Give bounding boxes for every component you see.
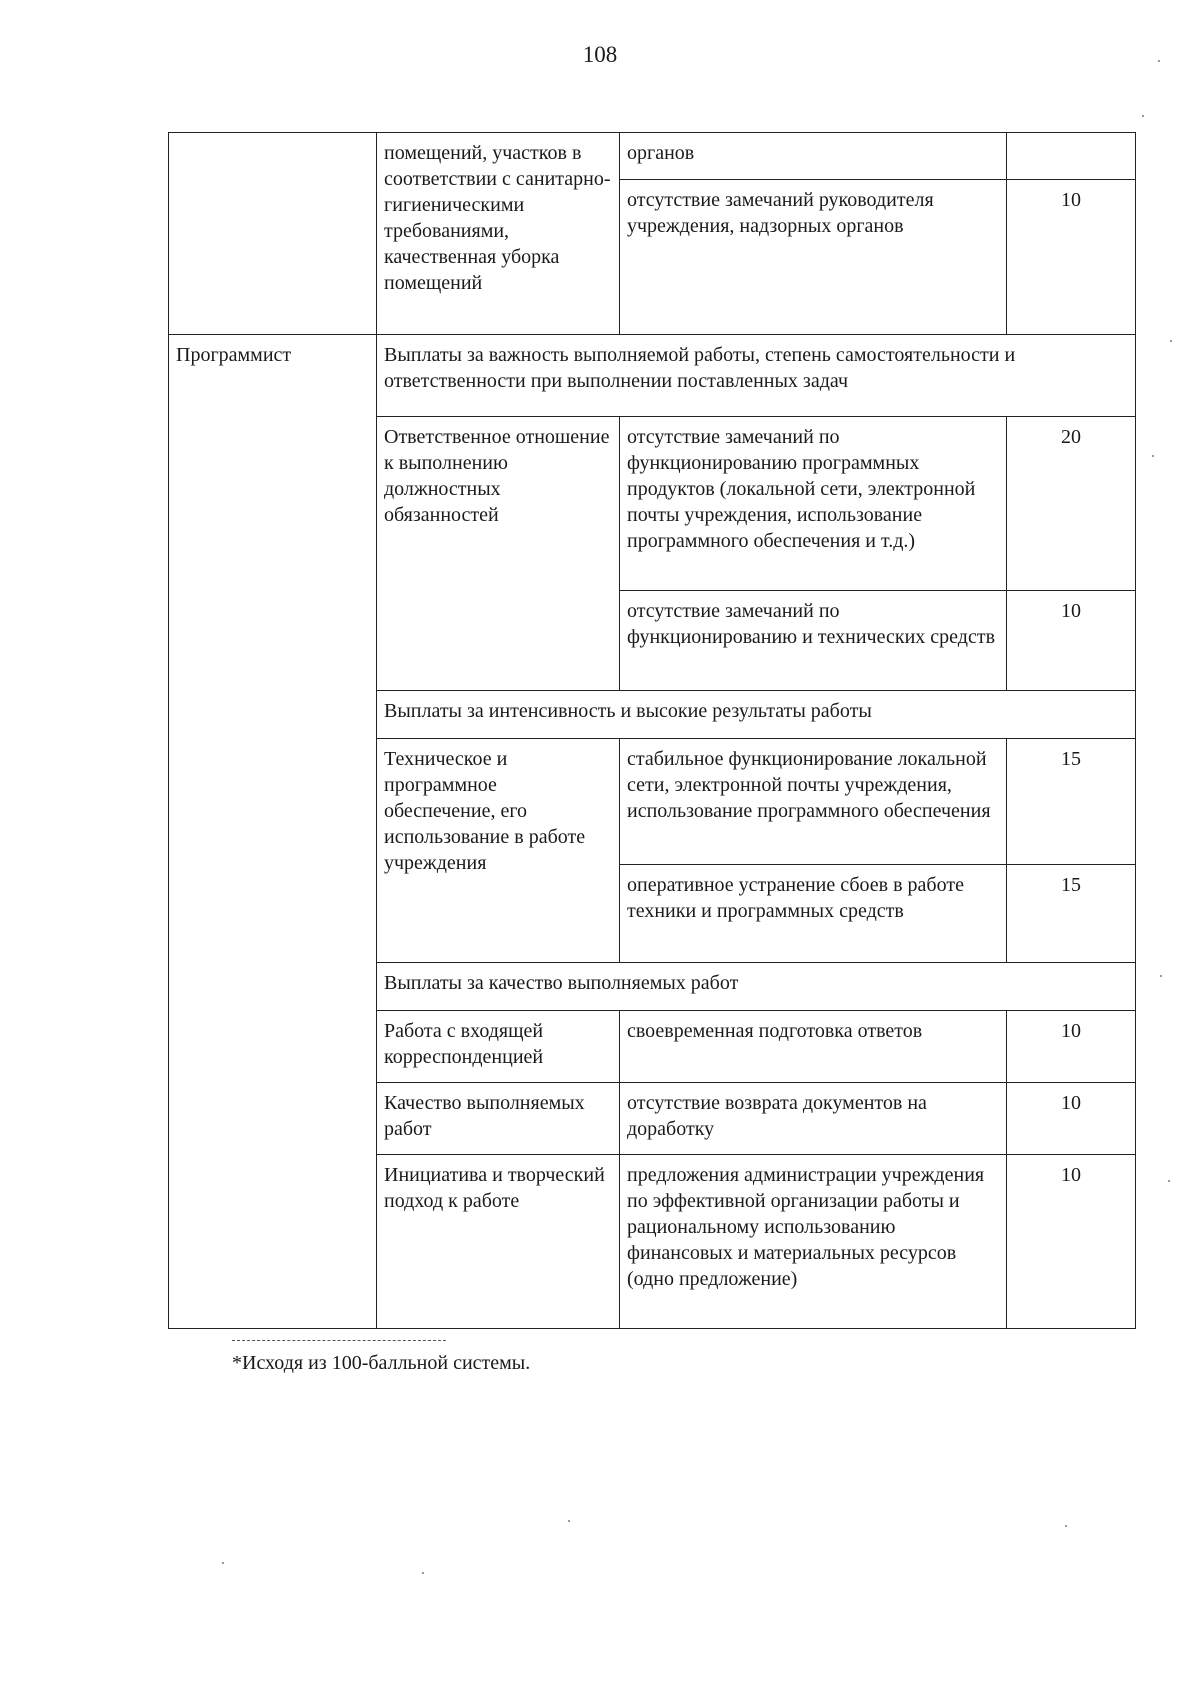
criterion-cell: помещений, участков в соответствии с санитарно-гигиеническими требованиями, качественная уборка помещений [377,133,620,335]
table-row [169,133,1136,180]
points-cell: 15 [1007,865,1136,963]
criterion-cell: Работа с входящей корреспонденцией [377,1011,620,1083]
page-number: 108 [582,42,618,67]
scan-speck [422,1572,424,1574]
points-cell: 20 [1007,417,1136,591]
condition-cell: отсутствие возврата документов на доработку [620,1083,1007,1155]
points-cell: 10 [1007,591,1136,691]
condition-cell: своевременная подготовка ответов [620,1011,1007,1083]
criterion-cell: Качество выполняемых работ [377,1083,620,1155]
condition-cell: стабильное функционирование локальной сети, электронной почты учреждения, использование программного обеспечения [620,739,1007,865]
scan-speck [1152,455,1154,457]
footnote-separator [232,1340,446,1341]
condition-cell: отсутствие замечаний по функционированию и технических средств [620,591,1007,691]
section-heading: Выплаты за качество выполняемых работ [377,963,1136,1011]
scan-speck [1158,60,1160,62]
condition-cell: отсутствие замечаний руководителя учреждения, надзорных органов [620,180,1007,335]
points-cell: 10 [1007,180,1136,335]
condition-cell: органов [620,133,1007,180]
footnote: *Исходя из 100-балльной системы. [232,1352,531,1374]
points-cell: 10 [1007,1011,1136,1083]
points-cell: 15 [1007,739,1136,865]
criteria-table [168,132,1136,1329]
scan-speck [1170,340,1172,342]
table-row [169,335,1136,417]
criterion-cell: Техническое и программное обеспечение, его использование в работе учреждения [377,739,620,963]
scan-speck [568,1520,570,1522]
condition-cell: оперативное устранение сбоев в работе техники и программных средств [620,865,1007,963]
scan-speck [1160,975,1162,977]
section-heading: Выплаты за интенсивность и высокие результаты работы [377,691,1136,739]
criterion-cell: Инициатива и творческий подход к работе [377,1155,620,1329]
scan-speck [1065,1525,1067,1527]
points-cell: 10 [1007,1155,1136,1329]
points-cell: 10 [1007,1083,1136,1155]
condition-cell: отсутствие замечаний по функционированию программных продуктов (локальной сети, электронной почты учреждения, использование программного обеспечения и т.д.) [620,417,1007,591]
scan-speck [1142,115,1144,117]
condition-cell: предложения администрации учреждения по эффективной организации работы и рациональному использованию финансовых и материальных ресурсов (одно предложение) [620,1155,1007,1329]
scan-speck [222,1562,224,1564]
position-cell [169,133,377,335]
position-cell: Программист [169,335,377,1329]
scan-speck [1168,1180,1170,1182]
section-heading: Выплаты за важность выполняемой работы, степень самостоятельности и ответственности при выполнении поставленных задач [377,335,1136,417]
points-cell [1007,133,1136,180]
criterion-cell: Ответственное отношение к выполнению должностных обязанностей [377,417,620,691]
